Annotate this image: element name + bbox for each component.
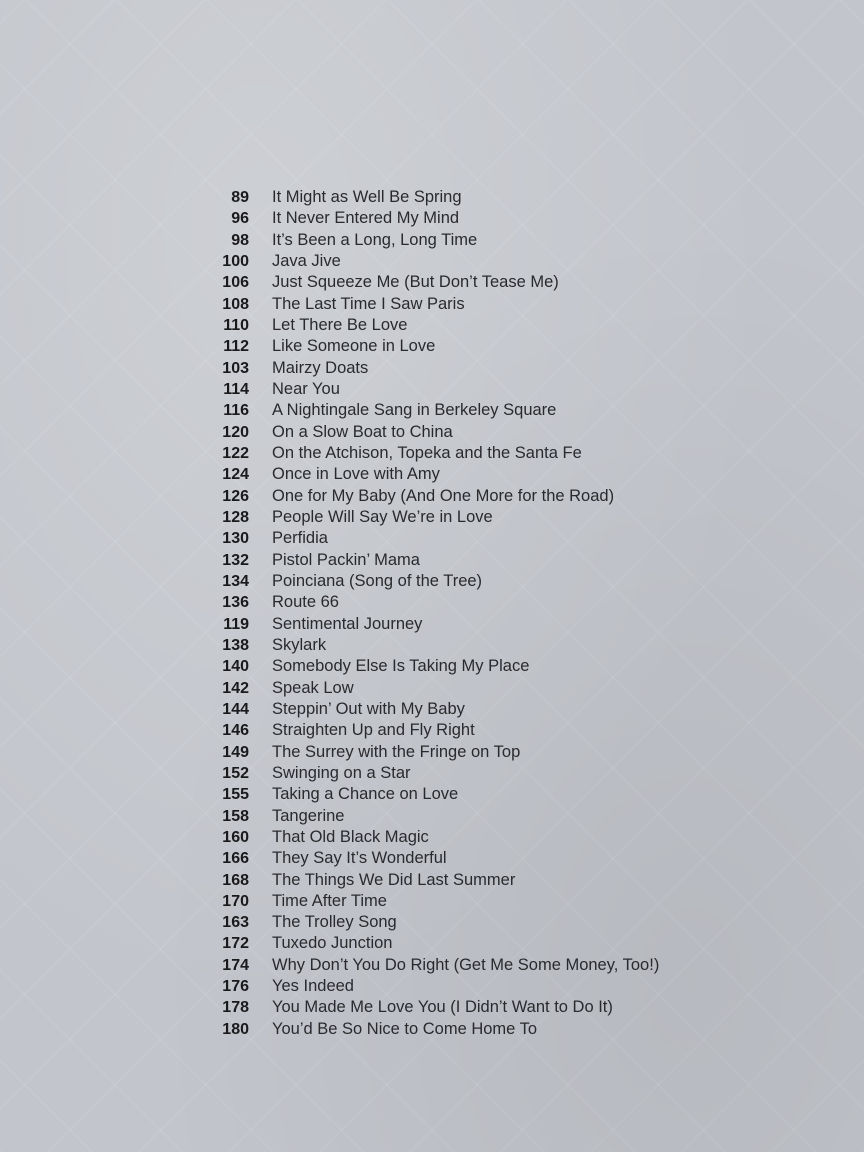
toc-entry — [200, 528, 760, 549]
toc-entry — [200, 720, 760, 741]
toc-entry — [200, 742, 760, 763]
toc-entry — [200, 827, 760, 848]
toc-song-title: Straighten Up and Fly Right — [272, 721, 475, 740]
toc-page-number: 119 — [223, 615, 249, 633]
toc-song-title: It’s Been a Long, Long Time — [272, 230, 478, 249]
toc-song-title: Mairzy Doats — [272, 358, 369, 377]
toc-song-title: Skylark — [272, 635, 327, 654]
toc-entry — [200, 699, 760, 720]
toc-page-number: 130 — [222, 530, 249, 548]
toc-entry — [200, 400, 760, 421]
toc-page-number: 172 — [222, 935, 249, 953]
toc-song-title: It Might as Well Be Spring — [272, 188, 462, 206]
toc-song-title: One for My Baby (And One More for the Road) — [272, 486, 615, 505]
toc-entry — [200, 315, 760, 336]
toc-song-title: Somebody Else Is Taking My Place — [272, 657, 530, 676]
toc-song-title: Just Squeeze Me (But Don’t Tease Me) — [272, 273, 559, 292]
toc-song-title: Let There Be Love — [272, 315, 408, 334]
toc-song-title: The Trolley Song — [272, 913, 397, 932]
toc-entry — [200, 678, 760, 699]
toc-entry — [200, 336, 760, 357]
toc-entry — [200, 550, 760, 571]
toc-entry — [200, 251, 760, 272]
toc-entry — [200, 891, 760, 912]
toc-page-number: 138 — [222, 636, 249, 654]
toc-page-number: 134 — [222, 572, 249, 590]
toc-entry — [200, 933, 760, 954]
toc-page-number: 112 — [223, 338, 249, 356]
toc-entry — [200, 272, 760, 293]
toc-page-number: 98 — [231, 231, 249, 249]
toc-song-title: Tangerine — [272, 806, 345, 825]
toc-song-title: On a Slow Boat to China — [272, 422, 453, 441]
toc-page-number: 166 — [222, 850, 249, 868]
toc-entry — [200, 635, 760, 656]
toc-song-title: Steppin’ Out with My Baby — [272, 699, 465, 718]
toc-entry — [200, 997, 760, 1018]
toc-song-title: Sentimental Journey — [272, 614, 423, 633]
toc-entry — [200, 784, 760, 805]
toc-page-number: 163 — [222, 914, 249, 932]
toc-song-title: The Surrey with the Fringe on Top — [272, 742, 521, 761]
toc-song-title: Yes Indeed — [272, 977, 354, 996]
toc-page-number: 108 — [222, 295, 249, 313]
toc-entry — [200, 848, 760, 869]
table-of-contents — [200, 187, 760, 1040]
toc-song-title: Perfidia — [272, 529, 328, 548]
toc-song-title: Pistol Packin’ Mama — [272, 550, 420, 569]
toc-page-number: 170 — [222, 892, 249, 910]
toc-page-number: 144 — [222, 700, 249, 718]
toc-entry — [200, 870, 760, 891]
toc-song-title: The Things We Did Last Summer — [272, 870, 516, 889]
toc-page-number: 116 — [223, 402, 249, 420]
toc-page-number: 132 — [222, 551, 249, 569]
toc-page-number: 103 — [222, 359, 249, 377]
toc-entry — [200, 294, 760, 315]
toc-song-title: Once in Love with Amy — [272, 465, 440, 484]
toc-page-number: 126 — [222, 487, 249, 505]
toc-page-number: 160 — [222, 828, 249, 846]
toc-song-title: It Never Entered My Mind — [272, 209, 460, 228]
toc-entry — [200, 614, 760, 635]
toc-entry — [200, 379, 760, 400]
toc-song-title: Time After Time — [272, 891, 387, 910]
toc-page-number: 178 — [222, 999, 249, 1017]
toc-page-number: 89 — [231, 189, 249, 206]
toc-page-number: 149 — [222, 743, 249, 761]
toc-song-title: Java Jive — [272, 251, 341, 270]
toc-entry — [200, 656, 760, 677]
toc-entry — [200, 1019, 760, 1040]
toc-entry — [200, 486, 760, 507]
toc-page-number: 155 — [222, 786, 249, 804]
toc-song-title: A Nightingale Sang in Berkeley Square — [272, 401, 557, 420]
toc-entry — [200, 230, 760, 251]
toc-entry — [200, 507, 760, 528]
toc-song-title: Like Someone in Love — [272, 337, 436, 356]
toc-entry — [200, 955, 760, 976]
toc-song-title: You’d Be So Nice to Come Home To — [272, 1019, 538, 1038]
toc-page-number: 106 — [222, 274, 249, 292]
toc-song-title: Taking a Chance on Love — [272, 785, 459, 804]
toc-page-number: 122 — [222, 444, 249, 462]
toc-entry — [200, 422, 760, 443]
toc-entry — [200, 464, 760, 485]
toc-entry — [200, 358, 760, 379]
toc-song-title: Poinciana (Song of the Tree) — [272, 571, 483, 590]
toc-song-title: You Made Me Love You (I Didn’t Want to Do It) — [272, 998, 613, 1017]
toc-song-title: That Old Black Magic — [272, 827, 429, 846]
toc-entry — [200, 592, 760, 613]
toc-page-number: 174 — [222, 956, 249, 974]
toc-page-number: 152 — [222, 764, 249, 782]
toc-song-title: Speak Low — [272, 678, 354, 697]
toc-page-number: 120 — [222, 423, 249, 441]
toc-page-number: 136 — [222, 594, 249, 612]
toc-page-number: 140 — [222, 658, 249, 676]
toc-entry — [200, 763, 760, 784]
toc-entry — [200, 912, 760, 933]
toc-page-number: 128 — [222, 508, 249, 526]
toc-entry — [200, 976, 760, 997]
toc-page-number: 142 — [222, 679, 249, 697]
toc-song-title: People Will Say We’re in Love — [272, 507, 493, 526]
toc-entry — [200, 571, 760, 592]
toc-page-number: 176 — [222, 978, 249, 996]
toc-page-number: 180 — [222, 1020, 249, 1038]
toc-page-number: 100 — [222, 252, 249, 270]
toc-page-number: 146 — [222, 722, 249, 740]
toc-song-title: Tuxedo Junction — [272, 934, 393, 953]
toc-page-number: 158 — [222, 807, 249, 825]
toc-song-title: Swinging on a Star — [272, 763, 411, 782]
toc-page-number: 96 — [231, 210, 249, 228]
toc-entry — [200, 208, 760, 229]
toc-song-title: The Last Time I Saw Paris — [272, 294, 465, 313]
toc-page-number: 168 — [222, 871, 249, 889]
toc-song-title: Why Don’t You Do Right (Get Me Some Money, Too!) — [272, 955, 660, 974]
toc-song-title: On the Atchison, Topeka and the Santa Fe — [272, 443, 582, 462]
toc-song-title: Near You — [272, 379, 340, 398]
toc-entry — [200, 806, 760, 827]
toc-page-number: 114 — [223, 380, 249, 398]
toc-page-number: 110 — [223, 316, 249, 334]
toc-entry — [200, 443, 760, 464]
toc-song-title: They Say It’s Wonderful — [272, 849, 447, 868]
toc-entry — [200, 187, 760, 208]
toc-page-number: 124 — [222, 466, 249, 484]
toc-song-title: Route 66 — [272, 593, 339, 612]
